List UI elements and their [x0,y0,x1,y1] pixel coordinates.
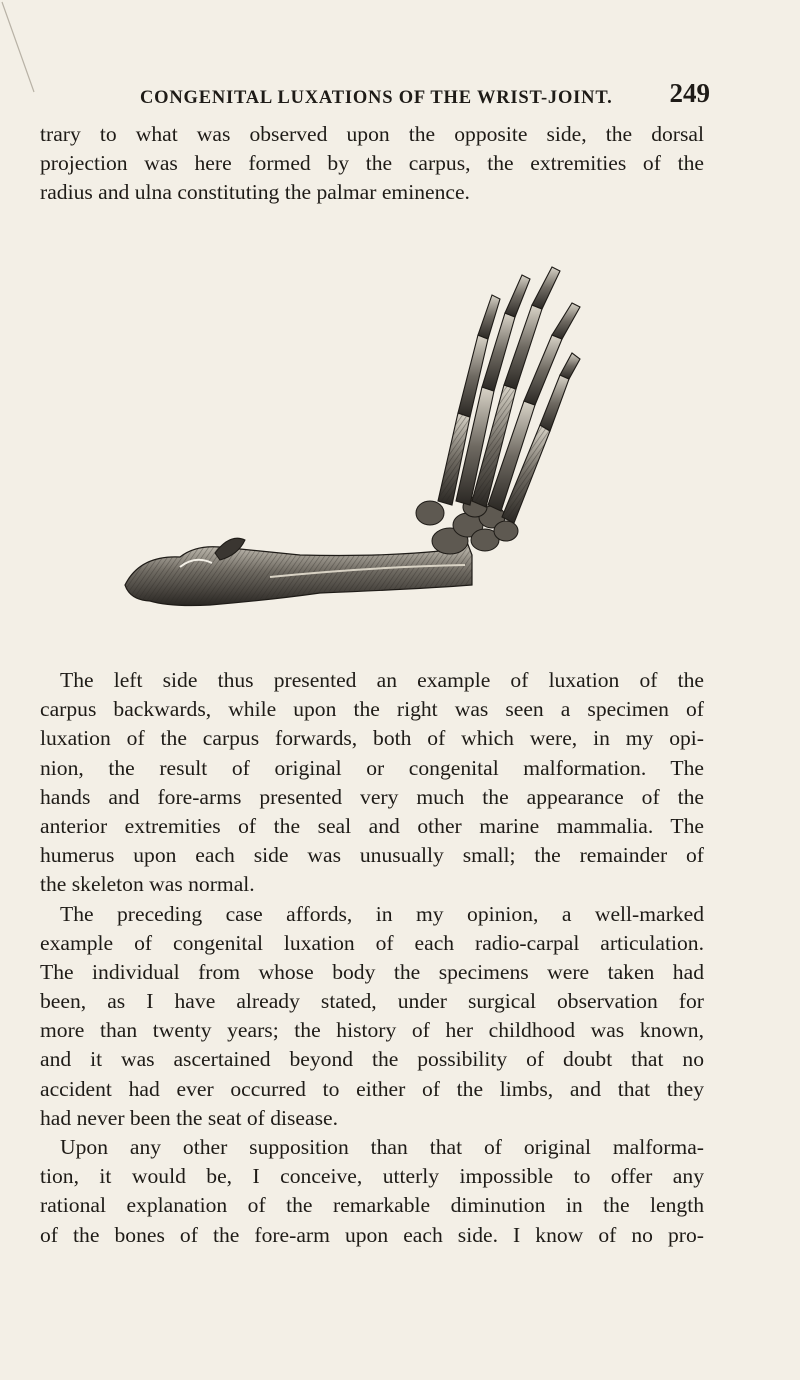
text-line: Upon any other supposition than that of original malforma- [60,1135,704,1159]
text-line: The preceding case affords, in my opinion, a well-marked [60,901,704,926]
text-line: radius and ulna constituting the palmar eminence. [40,180,470,205]
text-line: luxation of the carpus forwards, both of which were, in my opi- [40,726,704,751]
text-line: of the bones of the fore-arm upon each side. I know of no pro- [40,1222,704,1247]
text-line: rational explanation of the remarkable diminution in the length [40,1193,704,1218]
text-line: example of congenital luxation of each radio-carpal articulation. [40,930,704,955]
text-line: anterior extremities of the seal and other marine mammalia. The [40,813,704,838]
text-line: trary to what was observed upon the opposite side, the dorsal [40,122,704,146]
text-line: been, as I have already stated, under surgical observation for [40,989,704,1014]
skeletal-hand-figure [120,255,620,640]
page-number: 249 [669,78,710,108]
text-line: projection was here formed by the carpus, the extremities of the [40,151,704,176]
paragraph-top [40,120,704,208]
text-line: nion, the result of original or congenital malformation. The [40,755,704,780]
text-line: the skeleton was normal. [40,872,255,897]
text-line: humerus upon each side was unusually small; the remainder of [40,843,704,868]
text-line: hands and fore-arms presented very much the appearance of the [40,784,704,809]
text-line: and it was ascertained beyond the possibility of doubt that no [40,1047,704,1072]
text-line: The individual from whose body the specimens were taken had [40,959,704,984]
text-line: tion, it would be, I conceive, utterly impossible to offer any [40,1164,704,1189]
skeletal-forearm-and-hand-engraving-icon [120,255,620,640]
text-line: had never been the seat of disease. [40,1105,338,1130]
running-head: CONGENITAL LUXATIONS OF THE WRIST-JOINT. [140,88,613,108]
page-header [60,78,710,112]
text-line: carpus backwards, while upon the right was seen a specimen of [40,697,704,722]
page-edge-shadow [0,0,40,95]
text-line: accident had ever occurred to either of the limbs, and that they [40,1076,704,1101]
text-line: more than twenty years; the history of her childhood was known, [40,1018,704,1043]
paragraph-bottom [40,666,704,1250]
text-line: The left side thus presented an example of luxation of the [60,668,704,692]
